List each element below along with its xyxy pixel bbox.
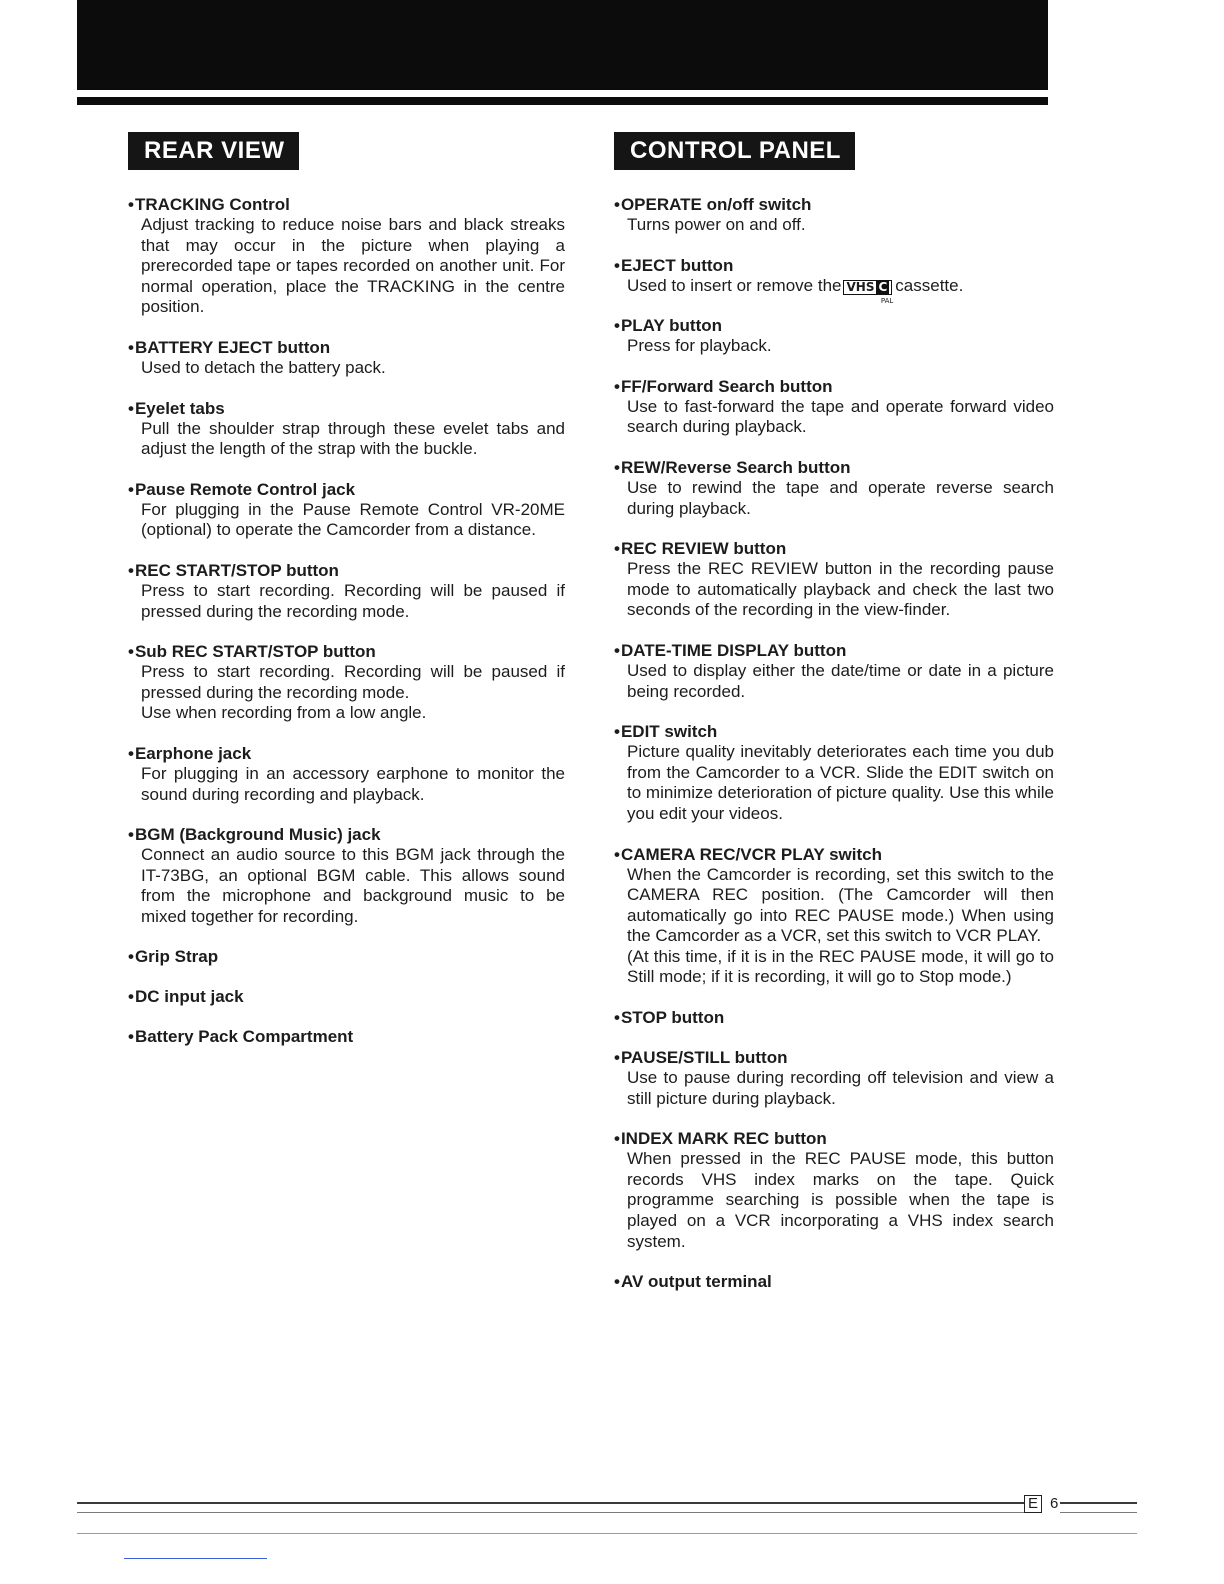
item-description xyxy=(627,559,1054,621)
control-panel-list xyxy=(614,194,1054,1292)
item-title: • OPERATE on/off switch xyxy=(614,194,1054,215)
footer-rule xyxy=(77,1533,1137,1534)
item-title: • EJECT button xyxy=(614,255,1054,276)
item-entry xyxy=(614,1007,1054,1028)
item-title: • Earphone jack xyxy=(128,743,565,764)
item-paragraph: For plugging in the Pause Remote Control VR-20ME (optional) to operate the Camcorder from a distance. xyxy=(141,499,565,540)
item-entry xyxy=(128,1026,565,1047)
item-paragraph: Use to rewind the tape and operate reverse search during playback. xyxy=(627,477,1054,518)
item-paragraph: Turns power on and off. xyxy=(627,215,806,234)
item-paragraph: Press to start recording. Recording will be paused if pressed during the recording mode. xyxy=(141,662,565,702)
item-paragraph xyxy=(627,275,1054,305)
item-title: • DC input jack xyxy=(128,986,565,1007)
item-title: • DATE-TIME DISPLAY button xyxy=(614,640,1054,661)
item-description xyxy=(141,845,565,927)
header-band xyxy=(77,0,1048,90)
item-entry xyxy=(128,986,565,1007)
item-description xyxy=(141,662,565,724)
item-paragraph: Press for playback. xyxy=(627,336,772,356)
item-title: • PLAY button xyxy=(614,315,1054,336)
item-paragraph: Used to detach the battery pack. xyxy=(141,357,386,377)
item-paragraph: Used to display either the date/time or date in a picture being recorded. xyxy=(627,660,1054,701)
item-title: • Grip Strap xyxy=(128,946,565,967)
rear-view-list xyxy=(128,194,565,1047)
item-paragraph: Pull the shoulder strap through these evelet tabs and adjust the length of the strap with the buckle. xyxy=(141,418,565,459)
item-title: • REC REVIEW button xyxy=(614,538,1054,559)
item-entry xyxy=(614,1128,1054,1252)
rear-view-section xyxy=(128,132,565,1066)
item-title: • INDEX MARK REC button xyxy=(614,1128,1054,1149)
item-paragraph: For plugging in an accessory earphone to monitor the sound during recording and playback. xyxy=(141,763,565,804)
item-description xyxy=(141,500,565,541)
item-entry xyxy=(614,1047,1054,1109)
section-heading-rear-view: REAR VIEW xyxy=(128,132,299,170)
item-paragraph: Adjust tracking to reduce noise bars and black streaks that may occur in the picture when playing a prerecorded tape or tapes recorded on another unit. For normal operation, place the TRACKING in the centre position. xyxy=(141,215,565,317)
item-paragraph: When the Camcorder is recording, set this switch to the CAMERA REC position. (The Camcorder will then automatically go into REC PAUSE mode.) When using the Camcorder as a VCR, set this switch to VCR PLAY. xyxy=(627,864,1054,946)
item-description xyxy=(627,478,1054,519)
header-rule xyxy=(77,97,1048,105)
page-number-value: 6 xyxy=(1050,1495,1059,1512)
item-description xyxy=(627,397,1054,438)
item-entry xyxy=(614,376,1054,438)
item-entry xyxy=(614,640,1054,702)
item-entry xyxy=(614,844,1054,989)
item-entry xyxy=(128,946,565,967)
item-entry xyxy=(614,457,1054,519)
item-entry xyxy=(128,824,565,927)
item-entry xyxy=(128,560,565,622)
item-description xyxy=(141,419,565,460)
item-description xyxy=(627,1068,1054,1109)
page-number xyxy=(1024,1494,1060,1514)
item-entry xyxy=(128,337,565,379)
item-text: Used to insert or remove the xyxy=(627,275,842,295)
item-title: • STOP button xyxy=(614,1007,1054,1028)
item-title: • TRACKING Control xyxy=(128,194,565,215)
item-title: • PAUSE/STILL button xyxy=(614,1047,1054,1068)
item-title: • Sub REC START/STOP button xyxy=(128,641,565,662)
logo-text: VHS xyxy=(846,279,875,294)
item-title: • FF/Forward Search button xyxy=(614,376,1054,397)
item-entry xyxy=(614,255,1054,305)
logo-subscript: PAL xyxy=(880,296,894,305)
item-paragraph: Use when recording from a low angle. xyxy=(141,703,427,723)
language-code: E xyxy=(1024,1495,1042,1513)
item-title: • REW/Reverse Search button xyxy=(614,457,1054,478)
item-entry xyxy=(614,721,1054,824)
item-paragraph: Use to pause during recording off television and view a still picture during playback. xyxy=(627,1068,1054,1108)
item-title: • CAMERA REC/VCR PLAY switch xyxy=(614,844,1054,865)
item-description xyxy=(141,581,565,622)
item-description xyxy=(627,1149,1054,1252)
item-entry xyxy=(128,743,565,805)
item-title: • REC START/STOP button xyxy=(128,560,565,581)
item-entry xyxy=(128,194,565,318)
item-title: • Eyelet tabs xyxy=(128,398,565,419)
item-description xyxy=(627,336,1054,357)
item-paragraph: Connect an audio source to this BGM jack through the IT-73BG, an optional BGM cable. This allows sound from the microphone and background music to be mixed together for recording. xyxy=(141,845,565,926)
item-description xyxy=(627,742,1054,824)
item-entry xyxy=(128,641,565,724)
item-entry xyxy=(614,315,1054,357)
item-title: • AV output terminal xyxy=(614,1271,1054,1292)
link-underline xyxy=(124,1558,267,1559)
item-description xyxy=(627,865,1054,989)
section-heading-control-panel: CONTROL PANEL xyxy=(614,132,855,170)
vhs-c-logo xyxy=(843,279,894,305)
item-paragraph: When pressed in the REC PAUSE mode, this button records VHS index marks on the tape. Quick programme searching is possible when the tape is played on a VCR incorporating a VHS index search system. xyxy=(627,1149,1054,1251)
item-entry xyxy=(614,194,1054,236)
footer-rule xyxy=(77,1502,1137,1504)
item-description xyxy=(627,275,1054,305)
item-title: • EDIT switch xyxy=(614,721,1054,742)
control-panel-section xyxy=(614,132,1054,1311)
item-paragraph: Use to fast-forward the tape and operate forward video search during playback. xyxy=(627,396,1054,437)
item-entry xyxy=(128,479,565,541)
item-title: • Pause Remote Control jack xyxy=(128,479,565,500)
item-paragraph: Picture quality inevitably deteriorates each time you dub from the Camcorder to a VCR. Slide the EDIT switch on to minimize deterioration of picture quality. Use this while you edit your videos. xyxy=(627,742,1054,823)
item-title: • Battery Pack Compartment xyxy=(128,1026,565,1047)
item-text: cassette. xyxy=(895,275,964,295)
logo-box-letter: C xyxy=(878,279,888,294)
item-description xyxy=(141,764,565,805)
item-description xyxy=(141,215,565,318)
item-paragraph: (At this time, if it is in the REC PAUSE mode, it will go to Still mode; if it is recording, it will go to Stop mode.) xyxy=(627,946,1054,987)
item-title: • BGM (Background Music) jack xyxy=(128,824,565,845)
item-description xyxy=(627,661,1054,702)
item-paragraph: Press the REC REVIEW button in the recording pause mode to automatically playback and check the last two seconds of the recording in the view-finder. xyxy=(627,559,1054,620)
item-description xyxy=(141,358,565,379)
item-entry xyxy=(614,538,1054,621)
item-description xyxy=(627,215,1054,236)
item-paragraph: Press to start recording. Recording will be paused if pressed during the recording mode. xyxy=(141,580,565,621)
item-title: • BATTERY EJECT button xyxy=(128,337,565,358)
footer-rule xyxy=(77,1512,1137,1513)
item-entry xyxy=(128,398,565,460)
item-entry xyxy=(614,1271,1054,1292)
